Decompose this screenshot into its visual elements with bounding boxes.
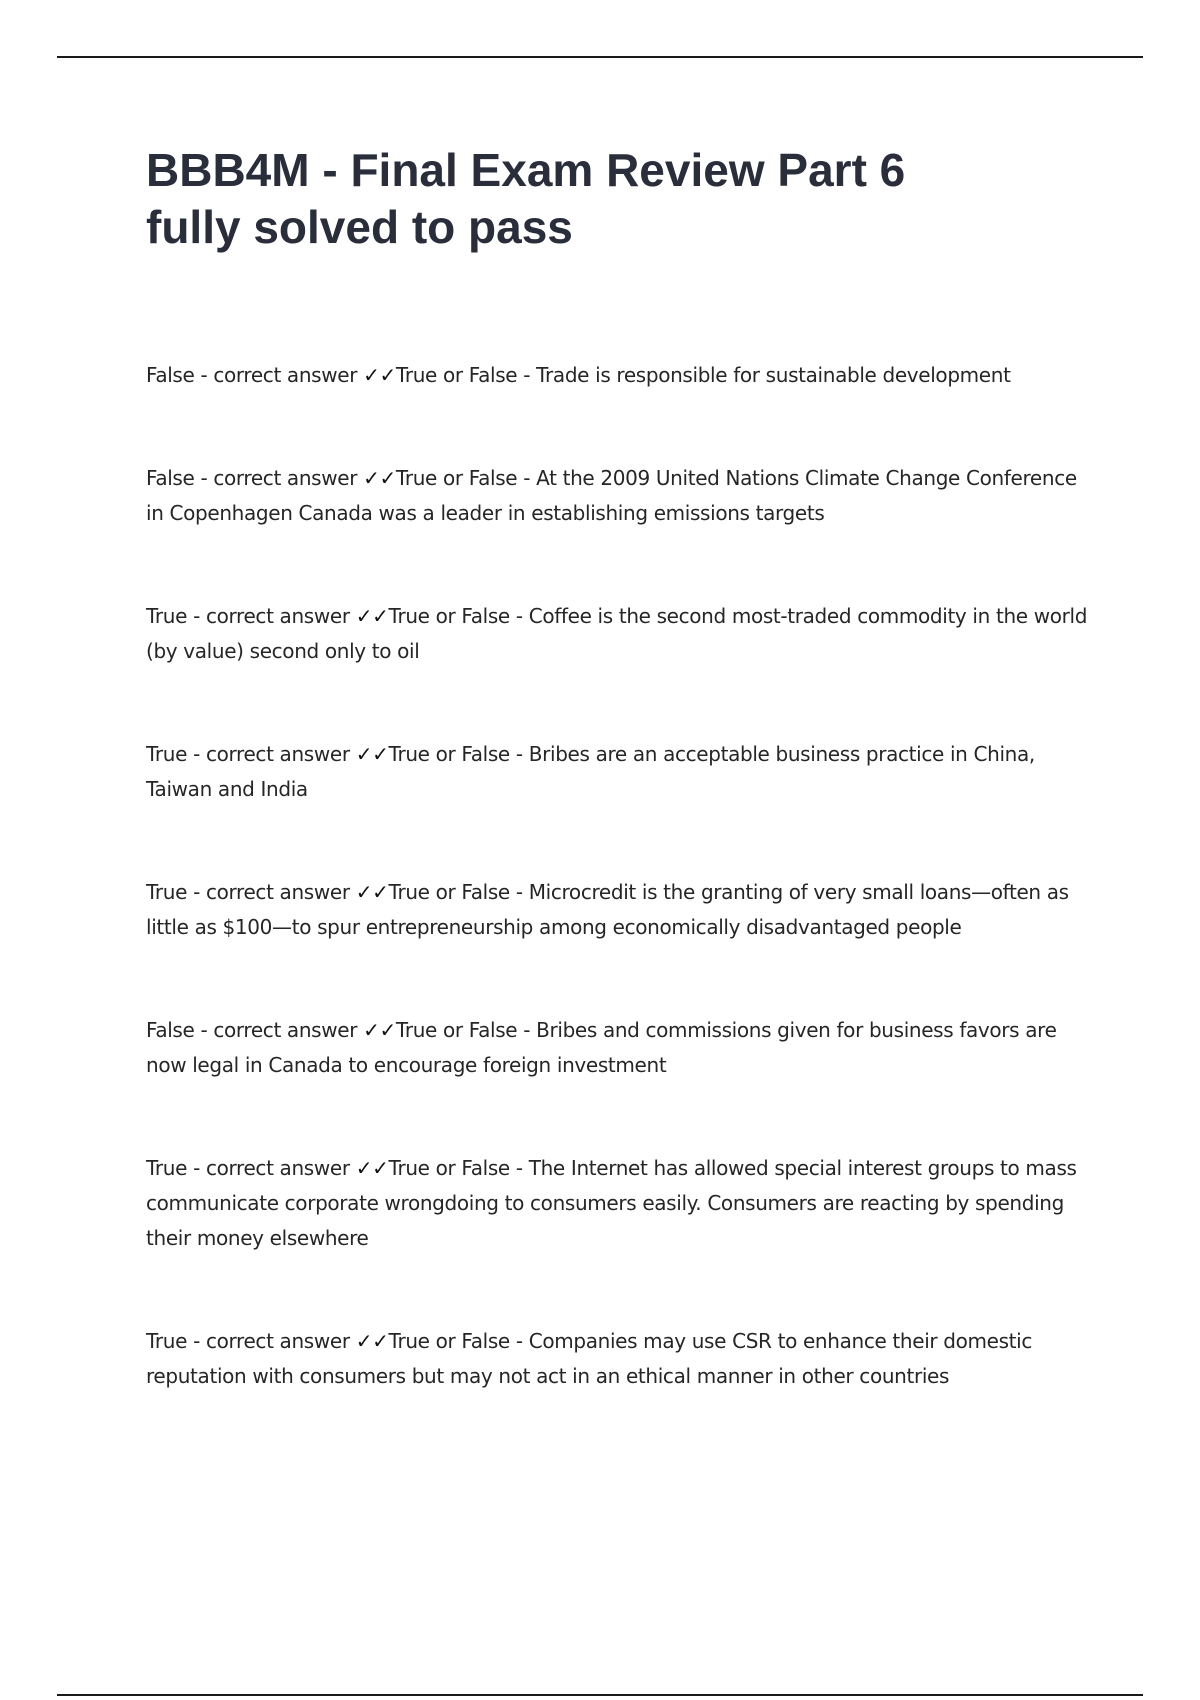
correct-answer-label: - correct answer	[187, 742, 356, 766]
answer-text: True	[146, 880, 188, 904]
double-check-icon: ✓✓	[363, 363, 396, 387]
bottom-divider	[57, 1694, 1143, 1696]
correct-answer-label: - correct answer	[187, 604, 356, 628]
correct-answer-label: - correct answer	[187, 1329, 356, 1353]
double-check-icon: ✓✓	[355, 1329, 389, 1353]
double-check-icon: ✓✓	[363, 466, 396, 490]
question-text: True or False - Trade is responsible for sustainable development	[395, 363, 1011, 387]
qa-item	[146, 737, 1096, 807]
correct-answer-label: - correct answer	[187, 880, 356, 904]
qa-item	[146, 1151, 1096, 1256]
qa-item	[146, 1324, 1096, 1394]
correct-answer-label: - correct answer	[194, 363, 364, 387]
question-text: True or False - Bribes are an acceptable business practice in China, Taiwan and India	[146, 742, 1035, 801]
qa-item	[146, 358, 1096, 393]
question-text: True or False - Microcredit is the granting of very small loans—often as little as $100—to spur entrepreneurship among economically disadvantaged people	[146, 880, 1069, 939]
answer-text: True	[146, 1156, 188, 1180]
double-check-icon: ✓✓	[355, 742, 389, 766]
answer-text: False	[146, 1018, 195, 1042]
question-text: True or False - Coffee is the second most-traded commodity in the world (by value) second only to oil	[146, 604, 1088, 663]
question-text: True or False - Bribes and commissions given for business favors are now legal in Canada to encourage foreign investment	[146, 1018, 1057, 1077]
answer-text: True	[146, 1329, 188, 1353]
question-text: True or False - At the 2009 United Nations Climate Change Conference in Copenhagen Canada was a leader in establishing emissions targets	[146, 466, 1077, 525]
double-check-icon: ✓✓	[355, 880, 389, 904]
correct-answer-label: - correct answer	[194, 1018, 364, 1042]
top-divider	[57, 56, 1143, 58]
qa-item	[146, 875, 1096, 945]
correct-answer-label: - correct answer	[187, 1156, 356, 1180]
question-text: True or False - Companies may use CSR to enhance their domestic reputation with consumers but may not act in an ethical manner in other countries	[146, 1329, 1033, 1388]
double-check-icon: ✓✓	[355, 1156, 389, 1180]
double-check-icon: ✓✓	[355, 604, 389, 628]
qa-list	[146, 358, 1096, 1394]
document-body	[146, 142, 1096, 1462]
answer-text: True	[146, 742, 188, 766]
answer-text: False	[146, 466, 195, 490]
qa-item	[146, 1013, 1096, 1083]
answer-text: False	[146, 363, 195, 387]
qa-item	[146, 461, 1096, 531]
question-text: True or False - The Internet has allowed special interest groups to mass communicate corporate wrongdoing to consumers easily. Consumers are reacting by spending their money elsewhere	[146, 1156, 1077, 1250]
document-title: BBB4M - Final Exam Review Part 6 fully solved to pass	[146, 144, 906, 253]
qa-item	[146, 599, 1096, 669]
double-check-icon: ✓✓	[363, 1018, 396, 1042]
correct-answer-label: - correct answer	[194, 466, 364, 490]
answer-text: True	[146, 604, 188, 628]
